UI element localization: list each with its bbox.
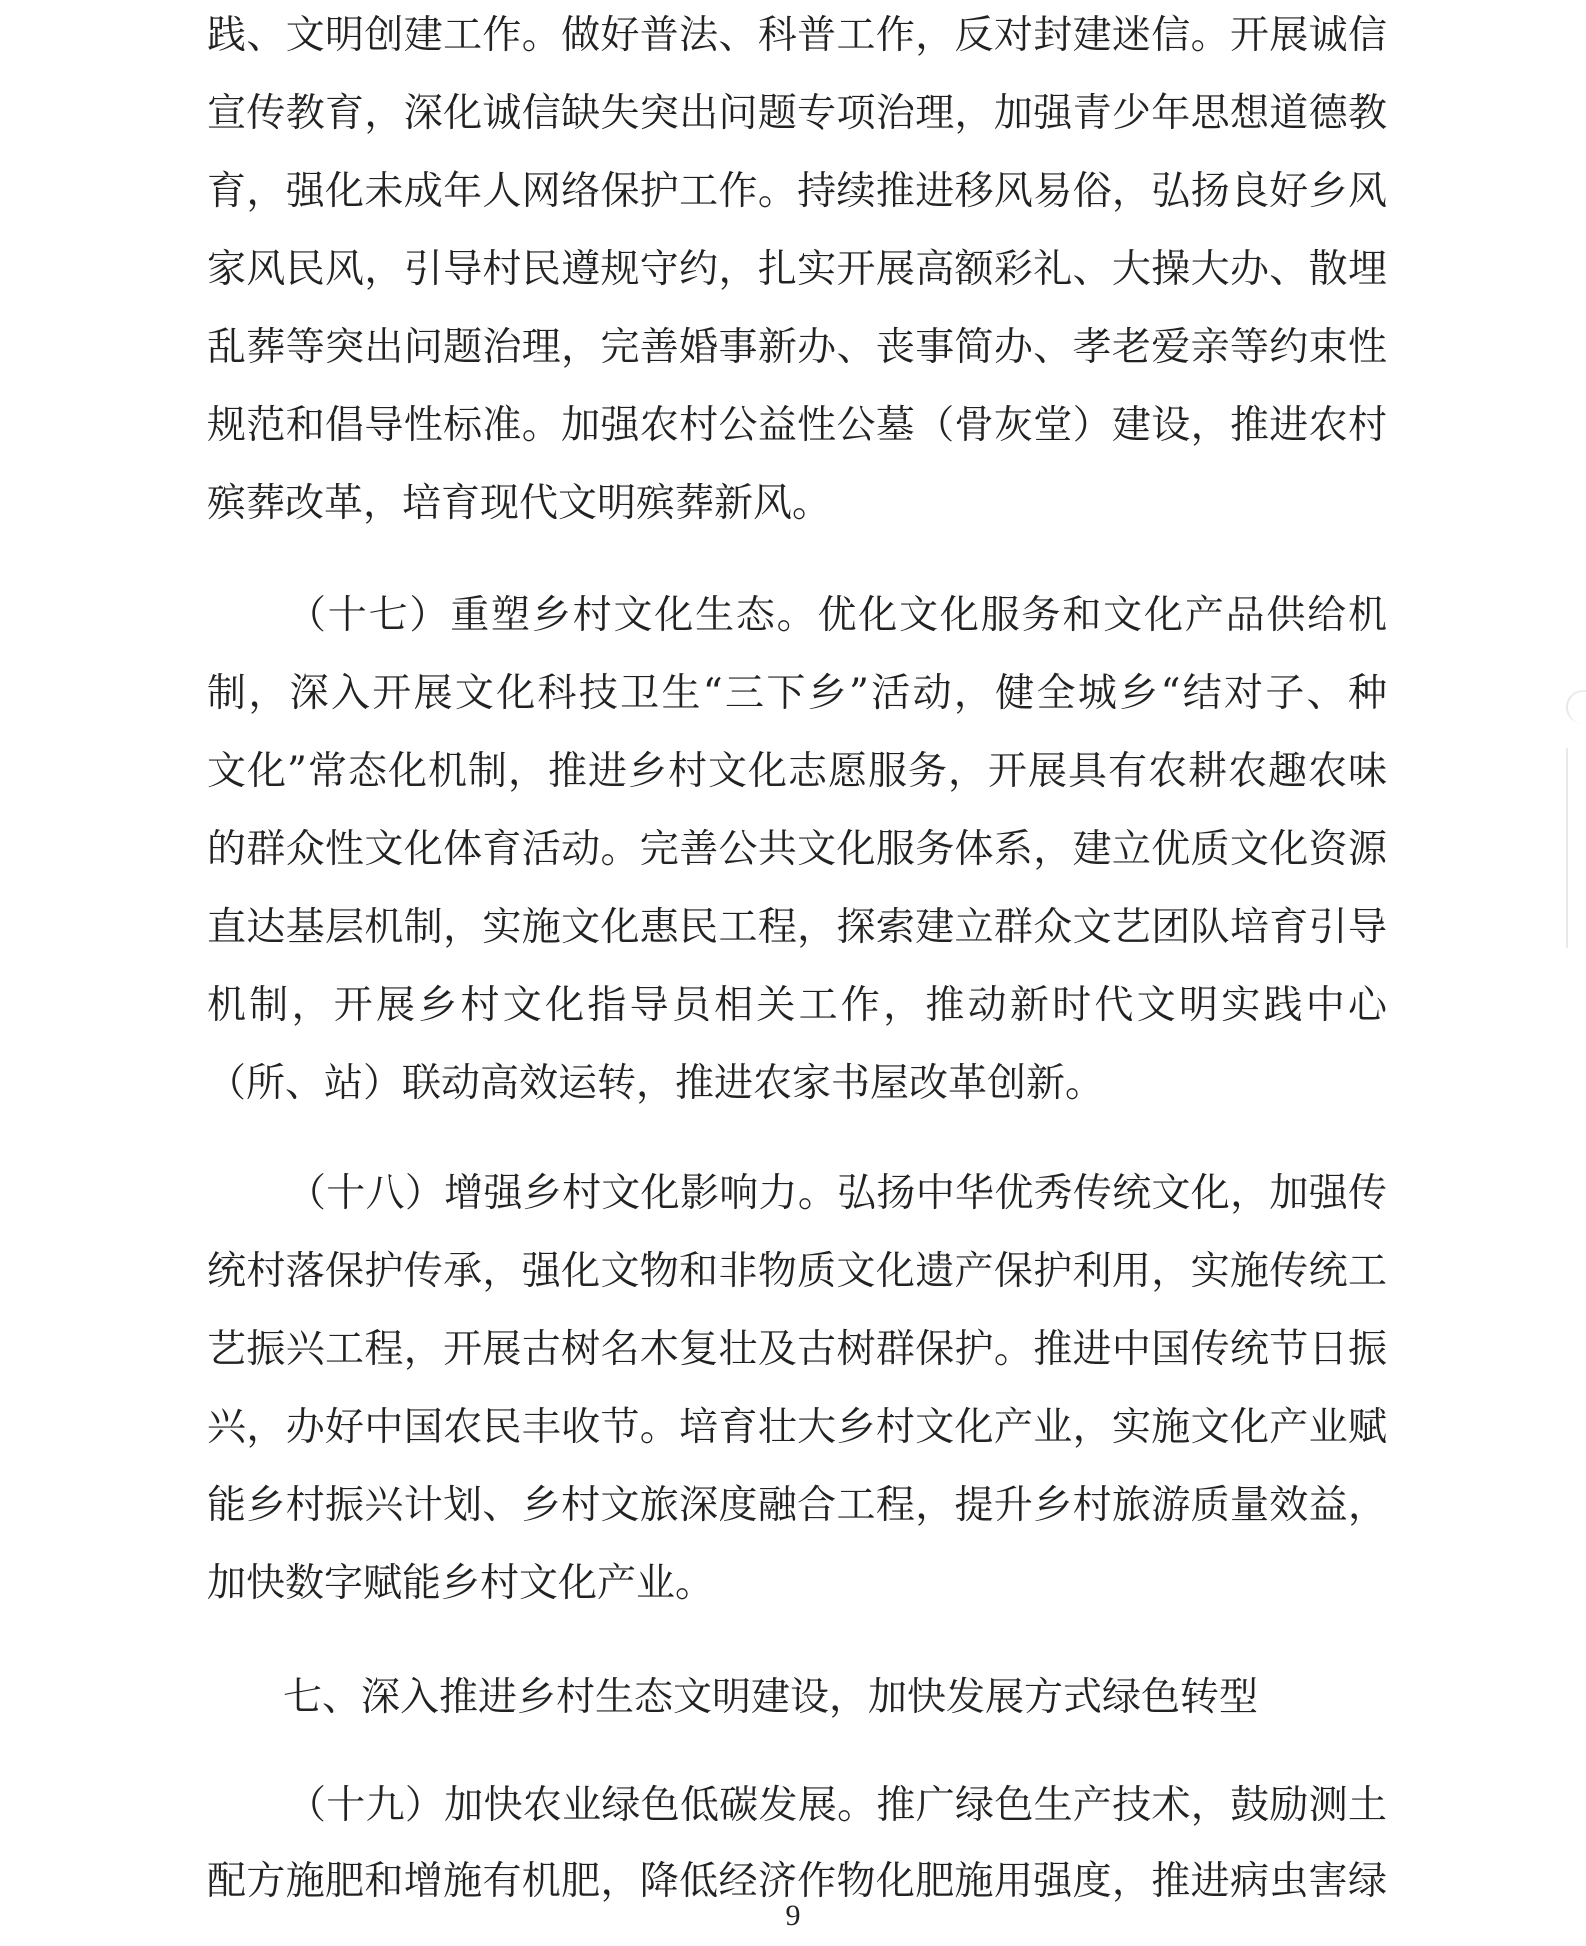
section-17-first-line: （十七）重塑乡村文化生态。优化文化服务和文化产品供给机 [287,593,1387,638]
paragraph-line: （所、站）联动高效运转，推进农家书屋改革创新。 [207,1061,1105,1106]
section-18-first-line: （十八）增强乡村文化影响力。弘扬中华优秀传统文化，加强传 [287,1171,1387,1216]
page-number: 9 [785,1899,801,1932]
paragraph-line: 的群众性文化体育活动。完善公共文化服务体系，建立优质文化资源 [207,827,1387,872]
paragraph-line: 文化”常态化机制，推进乡村文化志愿服务，开展具有农耕农趣农味 [207,749,1387,794]
paragraph-line: 家风民风，引导村民遵规守约，扎实开展高额彩礼、大操大办、散埋 [207,247,1387,292]
paragraph-line: 机制，开展乡村文化指导员相关工作，推动新时代文明实践中心 [207,983,1387,1028]
paragraph-line: 配方施肥和增施有机肥，降低经济作物化肥施用强度，推进病虫害绿 [207,1859,1387,1904]
paragraph-line: 统村落保护传承，强化文物和非物质文化遗产保护利用，实施传统工 [207,1249,1387,1294]
paragraph-line: 加快数字赋能乡村文化产业。 [207,1561,715,1606]
chapter-heading: 七、深入推进乡村生态文明建设，加快发展方式绿色转型 [283,1675,1259,1720]
edge-artifact [1566,748,1586,948]
paragraph-line: 制，深入开展文化科技卫生“三下乡”活动，健全城乡“结对子、种 [207,671,1387,716]
paragraph-line: 育，强化未成年人网络保护工作。持续推进移风易俗，弘扬良好乡风 [207,169,1387,214]
edge-artifact [1566,690,1586,724]
paragraph-line: 规范和倡导性标准。加强农村公益性公墓（骨灰堂）建设，推进农村 [207,403,1387,448]
paragraph-line: 宣传教育，深化诚信缺失突出问题专项治理，加强青少年思想道德教 [207,91,1387,136]
section-19-first-line: （十九）加快农业绿色低碳发展。推广绿色生产技术，鼓励测土 [287,1783,1387,1828]
paragraph-line: 殡葬改革，培育现代文明殡葬新风。 [207,481,832,526]
paragraph-line: 兴，办好中国农民丰收节。培育壮大乡村文化产业，实施文化产业赋 [207,1405,1387,1450]
paragraph-line: 直达基层机制，实施文化惠民工程，探索建立群众文艺团队培育引导 [207,905,1387,950]
paragraph-line: 乱葬等突出问题治理，完善婚事新办、丧事简办、孝老爱亲等约束性 [207,325,1387,370]
paragraph-line: 能乡村振兴计划、乡村文旅深度融合工程，提升乡村旅游质量效益， [207,1483,1387,1528]
paragraph-line: 践、文明创建工作。做好普法、科普工作，反对封建迷信。开展诚信 [207,13,1387,58]
paragraph-line: 艺振兴工程，开展古树名木复壮及古树群保护。推进中国传统节日振 [207,1327,1387,1372]
